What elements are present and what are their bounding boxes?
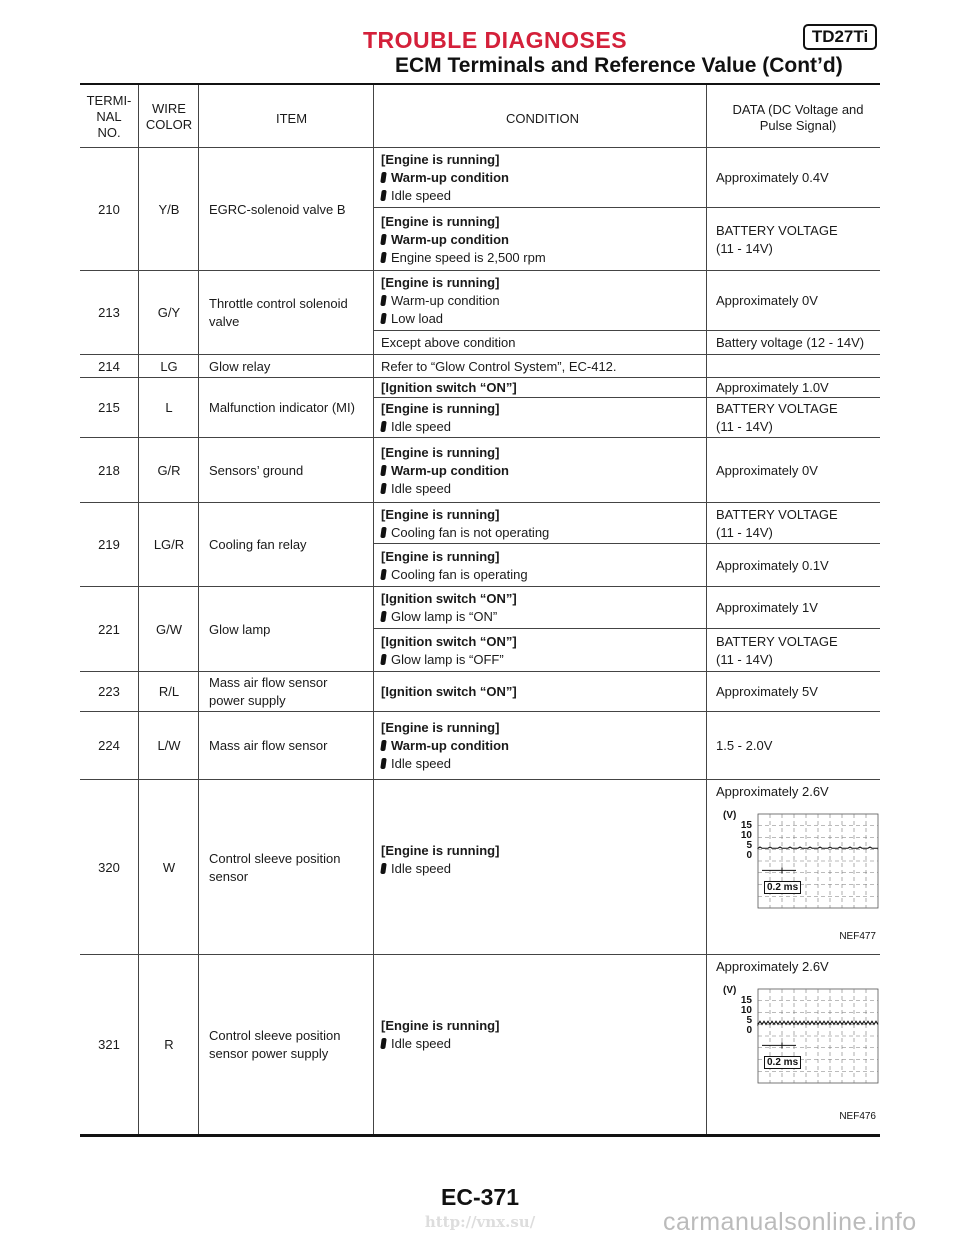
terminal-number: 219: [98, 537, 120, 552]
condition-heading: [Engine is running]: [381, 444, 500, 460]
item-name: Control sleeve position sensor: [209, 850, 341, 884]
terminal-number: 214: [98, 358, 120, 374]
bullet-icon: [380, 252, 387, 263]
data-value: Approximately 2.6V: [716, 784, 829, 799]
data-value: Approximately 0.4V: [716, 170, 829, 185]
condition-bullet: [381, 480, 704, 498]
bullet-text: Idle speed: [391, 480, 451, 496]
condition-heading: [Engine is running]: [381, 401, 500, 416]
condition-cell: [381, 379, 704, 397]
wire-color: Y/B: [158, 201, 180, 217]
condition-bullet: [381, 1035, 704, 1053]
data-value: Approximately 1.0V: [716, 380, 829, 395]
condition-bullet: [381, 608, 704, 626]
subrow-divider: [373, 543, 880, 544]
page-number: EC-371: [441, 1184, 519, 1210]
condition-bullet: [381, 418, 704, 436]
condition-cell: [381, 683, 704, 701]
item-name: Control sleeve position sensor power supply: [209, 1028, 341, 1061]
item-name: Mass air flow sensor: [209, 738, 328, 753]
wire-color: LG: [160, 358, 178, 374]
condition-bullet: [381, 860, 704, 878]
bullet-text: Glow lamp is “OFF”: [391, 651, 504, 667]
condition-heading: [Engine is running]: [381, 548, 500, 564]
figure-id: NEF477: [839, 931, 876, 942]
wire-color: G/W: [156, 621, 182, 637]
condition-heading: [Engine is running]: [381, 275, 500, 290]
axis-unit: (V): [723, 985, 737, 996]
bullet-text: Idle speed: [391, 188, 451, 203]
condition-heading: [Engine is running]: [381, 720, 500, 735]
condition-bullet: [381, 310, 704, 328]
item-name: Glow relay: [209, 358, 271, 374]
condition-bullet: [381, 651, 704, 669]
condition-heading: [Ignition switch “ON”]: [381, 591, 517, 606]
condition-bullet: [381, 169, 704, 187]
condition-cell: [381, 334, 704, 352]
bullet-text: Warm-up condition: [391, 462, 509, 478]
bullet-text: Cooling fan is not operating: [391, 524, 550, 540]
axis-unit: (V): [723, 810, 737, 821]
condition-bullet: [381, 755, 704, 773]
condition-cell: [381, 151, 704, 205]
condition-cell: [381, 719, 704, 773]
condition-bullet: [381, 231, 704, 249]
bullet-icon: [380, 527, 387, 538]
source-url[interactable]: http://vnx.su/: [424, 1213, 536, 1231]
wire-color: L: [165, 400, 173, 415]
watermark: carmanualsonline.info: [663, 1208, 917, 1236]
data-value: Approximately 5V: [716, 684, 818, 699]
bullet-text: Glow lamp is “ON”: [391, 609, 498, 624]
data-value: 1.5 - 2.0V: [716, 738, 773, 753]
condition-cell: [381, 400, 704, 436]
bullet-icon: [380, 172, 387, 183]
data-value: Approximately 0V: [716, 293, 818, 308]
bullet-text: Idle speed: [391, 1036, 451, 1051]
wire-color: LG/R: [153, 537, 185, 552]
terminal-number: 320: [98, 859, 120, 875]
data-value: Approximately 0.1V: [716, 557, 829, 573]
item-name: Mass air flow sensor power supply: [209, 675, 328, 708]
condition-heading: [Engine is running]: [381, 152, 500, 167]
condition-cell: [381, 506, 704, 542]
bullet-text: Engine speed is 2,500 rpm: [391, 249, 546, 265]
timebase-label: 0.2 ms: [764, 881, 801, 894]
condition-cell: [381, 213, 704, 267]
page-title: ECM Terminals and Reference Value (Cont’d): [395, 54, 843, 77]
subrow-divider: [373, 330, 880, 331]
condition-heading: [Engine is running]: [381, 843, 500, 858]
bullet-icon: [380, 654, 387, 665]
axis-tick-label: 5: [746, 1015, 752, 1026]
subrow-divider: [373, 397, 880, 398]
condition-bullet: [381, 292, 704, 310]
condition-heading: [Engine is running]: [381, 506, 500, 522]
condition-heading: [Engine is running]: [381, 1018, 500, 1033]
condition-cell: [381, 444, 704, 498]
terminal-number: 221: [98, 621, 120, 637]
figure-id: NEF476: [839, 1111, 876, 1122]
wire-color: G/R: [157, 462, 181, 478]
item-name: EGRC-solenoid valve B: [209, 201, 346, 217]
condition-cell: [381, 633, 704, 669]
axis-tick-label: 15: [740, 995, 752, 1006]
condition-cell: [381, 1017, 704, 1053]
bullet-icon: [380, 611, 387, 622]
condition-bullet: [381, 249, 704, 267]
terminal-number: 321: [98, 1037, 120, 1052]
bullet-icon: [380, 483, 387, 494]
axis-tick-label: 0: [746, 1025, 752, 1036]
condition-heading: [Ignition switch “ON”]: [381, 380, 517, 395]
header-condition: CONDITION: [506, 111, 579, 126]
header-terminal-no: TERMI- NAL NO.: [86, 93, 132, 140]
condition-text: Refer to “Glow Control System”, EC-412.: [381, 359, 617, 374]
condition-bullet: [381, 187, 704, 205]
terminal-number: 218: [98, 462, 120, 478]
bullet-text: Idle speed: [391, 756, 451, 771]
item-name: Sensors’ ground: [209, 462, 304, 478]
header-rule: [80, 83, 880, 85]
data-value: BATTERY VOLTAGE (11 - 14V): [716, 222, 838, 256]
condition-cell: [381, 842, 704, 878]
bullet-icon: [380, 295, 387, 306]
bullet-icon: [380, 313, 387, 324]
section-header: TROUBLE DIAGNOSES: [363, 27, 628, 53]
wire-color: L/W: [157, 738, 181, 753]
wire-color: R/L: [158, 684, 180, 699]
axis-tick-label: 10: [740, 830, 752, 841]
condition-cell: [381, 274, 704, 328]
header-item: ITEM: [275, 111, 308, 126]
bullet-icon: [380, 863, 387, 874]
item-name: Cooling fan relay: [209, 537, 307, 552]
condition-bullet: [381, 737, 704, 755]
terminal-number: 213: [98, 305, 120, 320]
bullet-icon: [380, 190, 387, 201]
item-name: Throttle control solenoid valve: [209, 296, 348, 329]
bullet-icon: [380, 740, 387, 751]
bullet-text: Idle speed: [391, 419, 451, 434]
subrow-divider: [373, 207, 880, 208]
condition-bullet: [381, 566, 704, 584]
terminal-number: 224: [98, 738, 120, 753]
engine-badge: TD27Ti: [803, 24, 877, 50]
bullet-icon: [380, 569, 387, 580]
bullet-text: Warm-up condition: [391, 170, 509, 185]
condition-cell: [381, 590, 704, 626]
axis-tick-label: 15: [740, 820, 752, 831]
bullet-text: Warm-up condition: [391, 293, 500, 308]
terminal-number: 210: [98, 201, 120, 217]
bullet-text: Warm-up condition: [391, 231, 509, 247]
condition-bullet: [381, 524, 704, 542]
condition-bullet: [381, 462, 704, 480]
bullet-icon: [380, 421, 387, 432]
condition-heading: [Ignition switch “ON”]: [381, 684, 517, 699]
condition-heading: [Ignition switch “ON”]: [381, 633, 517, 649]
data-value: Approximately 1V: [716, 600, 818, 615]
data-value: Battery voltage (12 - 14V): [716, 335, 865, 350]
condition-text: Except above condition: [381, 335, 516, 350]
axis-tick-label: 10: [740, 1005, 752, 1016]
bullet-text: Idle speed: [391, 861, 451, 876]
item-name: Malfunction indicator (MI): [209, 400, 355, 415]
waveform-trace: [758, 847, 878, 848]
terminal-number: 215: [98, 400, 120, 415]
wire-color: R: [164, 1037, 174, 1052]
bullet-text: Cooling fan is operating: [391, 566, 528, 582]
data-value: BATTERY VOLTAGE (11 - 14V): [716, 633, 838, 667]
wire-color: G/Y: [157, 305, 181, 320]
bullet-icon: [380, 234, 387, 245]
terminal-number: 223: [98, 684, 120, 699]
wire-color: W: [162, 859, 176, 875]
axis-tick-label: 0: [746, 850, 752, 861]
bullet-icon: [380, 758, 387, 769]
data-value: BATTERY VOLTAGE (11 - 14V): [716, 506, 838, 540]
item-name: Glow lamp: [209, 621, 271, 637]
condition-heading: [Engine is running]: [381, 213, 500, 229]
data-value: BATTERY VOLTAGE (11 - 14V): [716, 401, 838, 434]
bullet-icon: [380, 465, 387, 476]
bullet-icon: [380, 1038, 387, 1049]
header-data: DATA (DC Voltage and Pulse Signal): [732, 102, 864, 133]
header-wire-color: WIRE COLOR: [145, 101, 193, 132]
condition-cell: [381, 548, 704, 584]
subrow-divider: [373, 628, 880, 629]
axis-tick-label: 5: [746, 840, 752, 851]
bullet-text: Warm-up condition: [391, 738, 509, 753]
timebase-label: 0.2 ms: [764, 1056, 801, 1069]
data-value: Approximately 0V: [716, 462, 818, 478]
data-value: Approximately 2.6V: [716, 959, 829, 974]
bullet-text: Low load: [391, 311, 444, 326]
